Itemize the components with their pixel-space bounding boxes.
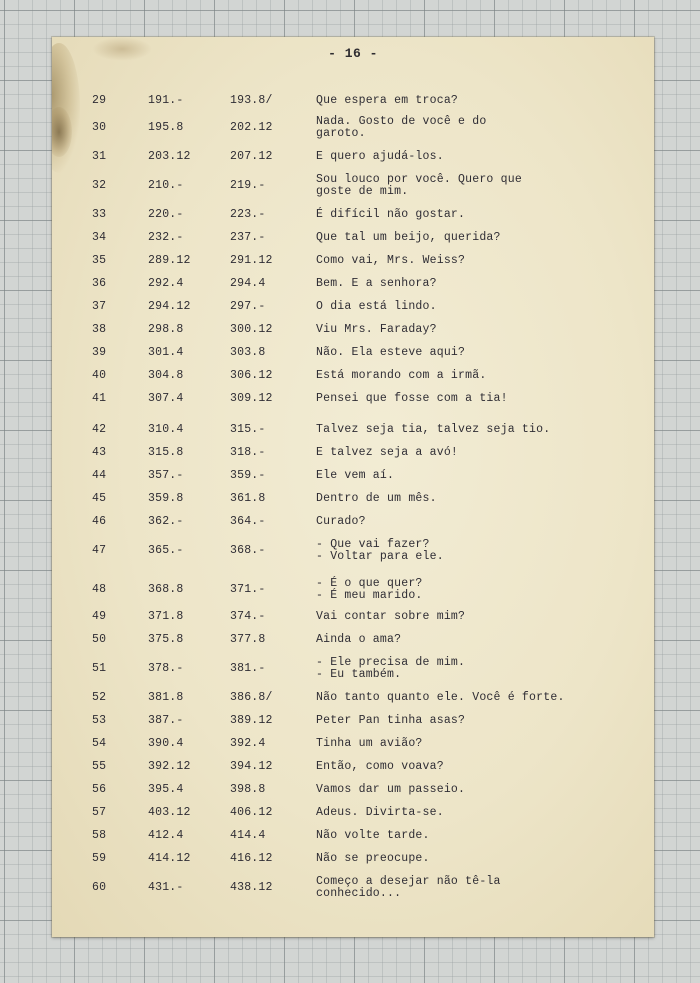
- row-number: 47: [92, 544, 107, 557]
- timecode-in: 375.8: [148, 633, 184, 646]
- timecode-out: 364.-: [230, 515, 266, 528]
- row-number: 41: [92, 392, 107, 405]
- row-number: 30: [92, 121, 107, 134]
- subtitle-line: Ainda o ama?: [316, 633, 402, 646]
- row-number: 59: [92, 852, 107, 865]
- timecode-out: 193.8/: [230, 94, 273, 107]
- timecode-out: 315.-: [230, 423, 266, 436]
- subtitle-text: [316, 634, 401, 646]
- subtitle-text: [316, 807, 444, 819]
- timecode-out: 291.12: [230, 254, 273, 267]
- row-number: 54: [92, 737, 107, 750]
- timecode-in: 362.-: [148, 515, 184, 528]
- subtitle-line: Não volte tarde.: [316, 829, 430, 842]
- timecode-out: 202.12: [230, 121, 273, 134]
- timecode-in: 232.-: [148, 231, 184, 244]
- subtitle-line: Bem. E a senhora?: [316, 277, 437, 290]
- timecode-in: 357.-: [148, 469, 184, 482]
- timecode-out: 207.12: [230, 150, 273, 163]
- timecode-out: 398.8: [230, 783, 266, 796]
- subtitle-text: [316, 516, 366, 528]
- timecode-out: 389.12: [230, 714, 273, 727]
- subtitle-text: [316, 692, 565, 704]
- subtitle-text: [316, 761, 444, 773]
- subtitle-line: Que espera em troca?: [316, 94, 459, 107]
- row-number: 58: [92, 829, 107, 842]
- subtitle-line: goste de mim.: [316, 185, 409, 198]
- timecode-out: 377.8: [230, 633, 266, 646]
- timecode-out: 371.-: [230, 583, 266, 596]
- subtitle-text: [316, 232, 501, 244]
- timecode-out: 368.-: [230, 544, 266, 557]
- timecode-out: 219.-: [230, 179, 266, 192]
- timecode-in: 292.4: [148, 277, 184, 290]
- subtitle-line: Curado?: [316, 515, 366, 528]
- subtitle-line: - Eu também.: [316, 668, 402, 681]
- subtitle-line: - É o que quer?: [316, 577, 423, 590]
- subtitle-line: É difícil não gostar.: [316, 208, 466, 221]
- row-number: 36: [92, 277, 107, 290]
- timecode-in: 368.8: [148, 583, 184, 596]
- typed-page: [52, 37, 654, 937]
- subtitle-text: [316, 657, 465, 681]
- row-number: 43: [92, 446, 107, 459]
- stain-mark: [52, 107, 72, 157]
- timecode-out: 416.12: [230, 852, 273, 865]
- row-number: 35: [92, 254, 107, 267]
- timecode-in: 191.-: [148, 94, 184, 107]
- subtitle-text: [316, 116, 486, 140]
- subtitle-line: Como vai, Mrs. Weiss?: [316, 254, 466, 267]
- row-number: 34: [92, 231, 107, 244]
- timecode-out: 414.4: [230, 829, 266, 842]
- timecode-out: 309.12: [230, 392, 273, 405]
- timecode-in: 414.12: [148, 852, 191, 865]
- subtitle-line: Talvez seja tia, talvez seja tio.: [316, 423, 551, 436]
- row-number: 55: [92, 760, 107, 773]
- subtitle-text: [316, 424, 550, 436]
- subtitle-text: [316, 493, 437, 505]
- subtitle-text: [316, 830, 430, 842]
- row-number: 32: [92, 179, 107, 192]
- subtitle-text: [316, 611, 465, 623]
- subtitle-text: [316, 876, 501, 900]
- timecode-in: 392.12: [148, 760, 191, 773]
- timecode-out: 223.-: [230, 208, 266, 221]
- timecode-out: 359.-: [230, 469, 266, 482]
- timecode-out: 406.12: [230, 806, 273, 819]
- subtitle-line: Começo a desejar não tê-la: [316, 875, 501, 888]
- timecode-in: 301.4: [148, 346, 184, 359]
- row-number: 45: [92, 492, 107, 505]
- timecode-in: 390.4: [148, 737, 184, 750]
- timecode-out: 386.8/: [230, 691, 273, 704]
- subtitle-line: - É meu marido.: [316, 589, 423, 602]
- subtitle-line: O dia está lindo.: [316, 300, 437, 313]
- timecode-in: 298.8: [148, 323, 184, 336]
- timecode-in: 195.8: [148, 121, 184, 134]
- subtitle-text: [316, 784, 465, 796]
- subtitle-line: - Que vai fazer?: [316, 538, 430, 551]
- page-number: - 16 -: [328, 46, 378, 61]
- timecode-out: 306.12: [230, 369, 273, 382]
- timecode-out: 297.-: [230, 300, 266, 313]
- subtitle-text: [316, 470, 394, 482]
- timecode-in: 315.8: [148, 446, 184, 459]
- timecode-out: 237.-: [230, 231, 266, 244]
- timecode-in: 210.-: [148, 179, 184, 192]
- timecode-out: 318.-: [230, 446, 266, 459]
- subtitle-text: [316, 393, 508, 405]
- row-number: 29: [92, 94, 107, 107]
- subtitle-line: garoto.: [316, 127, 366, 140]
- timecode-out: 381.-: [230, 662, 266, 675]
- subtitle-line: Dentro de um mês.: [316, 492, 437, 505]
- subtitle-line: Sou louco por você. Quero que: [316, 173, 522, 186]
- row-number: 60: [92, 881, 107, 894]
- row-number: 40: [92, 369, 107, 382]
- subtitle-text: [316, 174, 522, 198]
- subtitle-text: [316, 324, 437, 336]
- timecode-in: 220.-: [148, 208, 184, 221]
- stain-mark: [52, 43, 80, 173]
- subtitle-line: Viu Mrs. Faraday?: [316, 323, 437, 336]
- timecode-in: 203.12: [148, 150, 191, 163]
- row-number: 48: [92, 583, 107, 596]
- subtitle-text: [316, 278, 437, 290]
- row-number: 31: [92, 150, 107, 163]
- subtitle-text: [316, 578, 423, 602]
- subtitle-line: Que tal um beijo, querida?: [316, 231, 501, 244]
- timecode-in: 304.8: [148, 369, 184, 382]
- row-number: 38: [92, 323, 107, 336]
- timecode-in: 395.4: [148, 783, 184, 796]
- row-number: 46: [92, 515, 107, 528]
- subtitle-text: [316, 255, 465, 267]
- subtitle-line: Não se preocupe.: [316, 852, 430, 865]
- timecode-in: 412.4: [148, 829, 184, 842]
- subtitle-line: Não tanto quanto ele. Você é forte.: [316, 691, 565, 704]
- row-number: 39: [92, 346, 107, 359]
- subtitle-text: [316, 447, 458, 459]
- row-number: 49: [92, 610, 107, 623]
- timecode-in: 365.-: [148, 544, 184, 557]
- subtitle-text: [316, 151, 444, 163]
- timecode-in: 403.12: [148, 806, 191, 819]
- subtitle-line: Vai contar sobre mim?: [316, 610, 466, 623]
- timecode-in: 359.8: [148, 492, 184, 505]
- timecode-out: 394.12: [230, 760, 273, 773]
- subtitle-line: Adeus. Divirta-se.: [316, 806, 444, 819]
- timecode-out: 294.4: [230, 277, 266, 290]
- subtitle-line: Está morando com a irmã.: [316, 369, 487, 382]
- subtitle-line: Pensei que fosse com a tia!: [316, 392, 508, 405]
- timecode-out: 374.-: [230, 610, 266, 623]
- timecode-out: 303.8: [230, 346, 266, 359]
- subtitle-text: [316, 715, 465, 727]
- row-number: 56: [92, 783, 107, 796]
- subtitle-text: [316, 853, 430, 865]
- row-number: 52: [92, 691, 107, 704]
- timecode-in: 307.4: [148, 392, 184, 405]
- subtitle-text: [316, 301, 437, 313]
- row-number: 51: [92, 662, 107, 675]
- timecode-in: 310.4: [148, 423, 184, 436]
- timecode-in: 431.-: [148, 881, 184, 894]
- subtitle-line: Tinha um avião?: [316, 737, 423, 750]
- row-number: 33: [92, 208, 107, 221]
- timecode-in: 294.12: [148, 300, 191, 313]
- subtitle-text: [316, 539, 444, 563]
- timecode-out: 361.8: [230, 492, 266, 505]
- subtitle-line: E quero ajudá-los.: [316, 150, 444, 163]
- subtitle-line: Nada. Gosto de você e do: [316, 115, 487, 128]
- timecode-out: 392.4: [230, 737, 266, 750]
- row-number: 37: [92, 300, 107, 313]
- subtitle-text: [316, 738, 423, 750]
- row-number: 57: [92, 806, 107, 819]
- subtitle-line: Vamos dar um passeio.: [316, 783, 466, 796]
- subtitle-text: [316, 370, 486, 382]
- row-number: 53: [92, 714, 107, 727]
- subtitle-text: [316, 347, 465, 359]
- timecode-in: 371.8: [148, 610, 184, 623]
- timecode-in: 381.8: [148, 691, 184, 704]
- subtitle-text: [316, 95, 458, 107]
- timecode-out: 438.12: [230, 881, 273, 894]
- timecode-out: 300.12: [230, 323, 273, 336]
- subtitle-line: Peter Pan tinha asas?: [316, 714, 466, 727]
- subtitle-line: Não. Ela esteve aqui?: [316, 346, 466, 359]
- timecode-in: 289.12: [148, 254, 191, 267]
- row-number: 50: [92, 633, 107, 646]
- timecode-in: 378.-: [148, 662, 184, 675]
- subtitle-line: Então, como voava?: [316, 760, 444, 773]
- subtitle-line: - Voltar para ele.: [316, 550, 444, 563]
- subtitle-line: conhecido...: [316, 887, 402, 900]
- subtitle-line: Ele vem aí.: [316, 469, 395, 482]
- row-number: 42: [92, 423, 107, 436]
- subtitle-text: [316, 209, 465, 221]
- timecode-in: 387.-: [148, 714, 184, 727]
- subtitle-line: - Ele precisa de mim.: [316, 656, 466, 669]
- row-number: 44: [92, 469, 107, 482]
- subtitle-line: E talvez seja a avó!: [316, 446, 459, 459]
